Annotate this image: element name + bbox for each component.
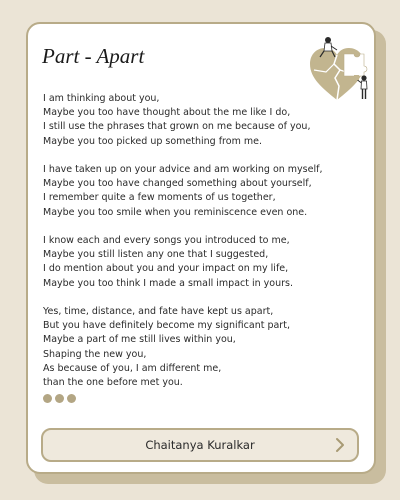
poem-line: I have taken up on your advice and am working on myself, xyxy=(43,164,323,175)
three-dots-icon xyxy=(43,394,76,403)
author-name: Chaitanya Kuralkar xyxy=(145,438,255,452)
poem-line: Maybe you too have changed something about yourself, xyxy=(43,178,312,190)
poem-title: Part - Apart xyxy=(42,44,145,68)
dot xyxy=(67,394,76,403)
dot xyxy=(55,394,64,403)
poem-line: Shaping the new you, xyxy=(43,348,147,360)
poem-line: But you have definitely become my significant part, xyxy=(43,320,290,332)
poem-line: than the one before met you. xyxy=(43,377,183,389)
stanza xyxy=(43,92,368,149)
poem-line: I still use the phrases that grown on me because of you, xyxy=(43,121,311,133)
dot xyxy=(43,394,52,403)
stanza xyxy=(43,305,368,390)
poem-line: Maybe a part of me still lives within you, xyxy=(43,334,236,346)
poem-line: I do mention about you and your impact on my life, xyxy=(43,263,289,275)
poem-line: Maybe you too picked up something from me. xyxy=(43,135,262,147)
poem-line: I remember quite a few moments of us together, xyxy=(43,192,276,204)
poem-line: As because of you, I am different me, xyxy=(43,362,222,374)
poem-line: I am thinking about you, xyxy=(43,93,160,104)
poem-line: Maybe you too have thought about the me like I do, xyxy=(43,107,291,119)
author-button[interactable] xyxy=(41,428,359,462)
poem-line: Maybe you still listen any one that I suggested, xyxy=(43,249,269,261)
poem-line: I know each and every songs you introduced to me, xyxy=(43,235,290,246)
poem-line: Maybe you too smile when you reminiscence even one. xyxy=(43,206,308,218)
poem-card xyxy=(26,22,376,474)
poem-line: Yes, time, distance, and fate have kept us apart, xyxy=(43,306,274,317)
poem-body xyxy=(43,92,368,404)
poem-line: Maybe you too think I made a small impact in yours. xyxy=(43,277,293,289)
stanza xyxy=(43,163,368,220)
stanza xyxy=(43,234,368,291)
chevron-right-icon xyxy=(333,437,347,453)
